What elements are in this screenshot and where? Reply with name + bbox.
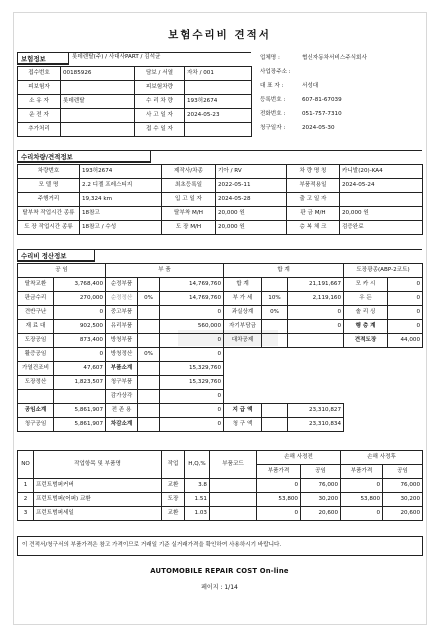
settle-cell: 가열건조비 <box>18 362 54 376</box>
item-work: 도장 <box>162 493 185 507</box>
settle-cell: 재 료 대 <box>18 320 54 334</box>
settle-cell: 0 <box>160 390 224 404</box>
settle-section-header: 수리비 정산정보 <box>17 249 95 262</box>
item-code <box>210 507 257 521</box>
shop-info <box>260 52 428 136</box>
insurance-value <box>61 109 135 123</box>
vehicle-key: 층 복 체 크 <box>287 221 340 235</box>
settle-cell: 지 급 액 <box>224 404 262 418</box>
settle-cell <box>262 404 288 418</box>
item-work: 교환 <box>162 479 185 493</box>
insurance-key: 운 전 자 <box>18 109 61 123</box>
vehicle-value: 193허2674 <box>80 165 162 179</box>
settle-cell <box>138 320 160 334</box>
settle-cell <box>288 334 344 348</box>
shop-row <box>260 80 428 94</box>
vehicle-value: 18참고 / 수성 <box>80 221 162 235</box>
settle-table <box>17 263 423 432</box>
insurance-value <box>61 123 135 137</box>
vehicle-value: 2024-05-24 <box>340 179 423 193</box>
settle-cell: 0% <box>262 306 288 320</box>
settle-cell <box>54 390 106 404</box>
settle-blank <box>224 348 423 362</box>
vehicle-table <box>17 164 423 235</box>
settle-cell: 부 가 세 <box>224 292 262 306</box>
settle-cell <box>138 362 160 376</box>
settle-cell <box>138 404 160 418</box>
item-after-labor: 76,000 <box>383 479 423 493</box>
vehicle-value: 검증완료 <box>340 221 423 235</box>
settle-cell <box>138 278 160 292</box>
vehicle-row <box>18 207 423 221</box>
settle-blank <box>224 390 423 404</box>
insurance-value <box>185 81 252 95</box>
settle-row <box>18 278 423 292</box>
item-after-labor: 30,200 <box>383 493 423 507</box>
settle-cell: 902,500 <box>54 320 106 334</box>
items-head-price: 부품가격 <box>341 465 383 479</box>
settle-row <box>18 348 423 362</box>
settle-cell <box>138 390 160 404</box>
settle-cell: 560,000 <box>160 320 224 334</box>
settle-row <box>18 376 423 390</box>
insurance-row <box>18 123 252 137</box>
settle-cell <box>262 418 288 432</box>
item-name: 프런트범퍼(어퍼) 교환 <box>34 493 162 507</box>
settle-cell <box>262 278 288 292</box>
settle-cell: 0 <box>160 348 224 362</box>
insurance-key: 피보험자 <box>18 81 61 95</box>
shop-row <box>260 94 428 108</box>
settle-cell: 견반구난 <box>18 306 54 320</box>
vehicle-value: 20,000 원 <box>216 207 287 221</box>
item-hq: 1.03 <box>185 507 210 521</box>
vehicle-row <box>18 179 423 193</box>
settle-row <box>18 306 423 320</box>
settle-cell: 유리부품 <box>106 320 138 334</box>
settle-cell <box>262 320 288 334</box>
settle-row <box>18 418 423 432</box>
settle-cell: 44,000 <box>388 334 423 348</box>
vehicle-value: 2024-05-28 <box>216 193 287 207</box>
vehicle-key: 차 량 명 칭 <box>287 165 340 179</box>
insurance-table <box>17 66 252 137</box>
insurance-key: 접 수 일 자 <box>135 123 185 137</box>
shop-key: 청구일자 : <box>260 125 286 132</box>
item-after-price: 53,800 <box>341 493 383 507</box>
settle-row <box>18 320 423 334</box>
settle-cell: 차감소계 <box>106 418 138 432</box>
item-row <box>18 493 423 507</box>
settle-blank <box>344 418 423 432</box>
settle-cell: 5,861,907 <box>54 418 106 432</box>
shop-key: 전화번호 : <box>260 111 286 118</box>
item-before-price: 0 <box>257 479 301 493</box>
settle-cell: 873,400 <box>54 334 106 348</box>
settle-cell: 2,119,160 <box>288 292 344 306</box>
items-head-name: 작업항목 및 부품명 <box>34 451 162 479</box>
items-head-before: 손해 사정전 <box>257 451 341 465</box>
settle-cell: 0 <box>388 320 423 334</box>
item-work: 교환 <box>162 507 185 521</box>
vehicle-row <box>18 193 423 207</box>
settle-cell: 0 <box>288 320 344 334</box>
settle-cell: 14,769,760 <box>160 278 224 292</box>
settle-cell: 순정정산 <box>106 292 138 306</box>
settle-cell <box>138 418 160 432</box>
items-head-no: NO <box>18 451 34 479</box>
settle-cell: 활증공임 <box>18 348 54 362</box>
labor-heading: 공 임 <box>18 264 106 278</box>
insurance-value: 193허2674 <box>185 95 252 109</box>
vehicle-key: 차량번호 <box>18 165 80 179</box>
vehicle-value: 19,324 km <box>80 193 162 207</box>
settle-cell: 0 <box>54 306 106 320</box>
settle-cell: 도장정산 <box>18 376 54 390</box>
settle-cell: 0 <box>54 348 106 362</box>
shop-value: 607-81-67039 <box>302 97 342 104</box>
item-hq: 1.51 <box>185 493 210 507</box>
vehicle-row <box>18 221 423 235</box>
settle-blank <box>224 362 423 376</box>
settle-blank <box>344 404 423 418</box>
settle-cell: 도장공임 <box>18 334 54 348</box>
item-before-price: 53,800 <box>257 493 301 507</box>
vehicle-key: 판 금 M/H <box>287 207 340 221</box>
settle-cell: 0 <box>288 306 344 320</box>
settle-cell: 0 <box>160 404 224 418</box>
settle-cell: 공임소계 <box>18 404 54 418</box>
vehicle-key: 제작사/차종 <box>162 165 216 179</box>
vehicle-value: 18참고 <box>80 207 162 221</box>
shop-row <box>260 52 428 66</box>
settle-cell: 순정부품 <box>106 278 138 292</box>
vehicle-key: 모 델 명 <box>18 179 80 193</box>
items-table <box>17 450 423 521</box>
settle-cell: 0% <box>138 292 160 306</box>
shop-key: 업체명 : <box>260 55 280 62</box>
settle-cell: 방청정산 <box>106 348 138 362</box>
settle-cell: 합 계 <box>224 278 262 292</box>
settle-cell: 0 <box>160 418 224 432</box>
settle-cell <box>138 334 160 348</box>
insurance-row <box>18 95 252 109</box>
items-head-code: 부품코드 <box>210 451 257 479</box>
document-title: 보험수리비 견적서 <box>168 29 271 41</box>
settle-cell <box>18 390 54 404</box>
insurance-section-header: 보험정보 <box>17 52 69 65</box>
settle-cell: 0 <box>388 292 423 306</box>
settle-cell: 5,861,907 <box>54 404 106 418</box>
item-row <box>18 479 423 493</box>
insurance-header-line <box>69 52 251 53</box>
vehicle-value: 2.2 디젤 프레스티지 <box>80 179 162 193</box>
settle-cell: 중고부품 <box>106 306 138 320</box>
paint-heading: 도장광종(ABP-2코트) <box>344 264 423 278</box>
shop-value: 협신자동차서비스주식회사 <box>302 55 367 62</box>
item-code <box>210 479 257 493</box>
shop-value: 서성대 <box>302 83 319 90</box>
settle-cell: 모 카 시 <box>344 278 388 292</box>
settle-cell: 행 층 계 <box>344 320 388 334</box>
settle-header-line <box>95 249 422 250</box>
settle-cell: 270,000 <box>54 292 106 306</box>
vehicle-key: 탈부착 작업시간 종류 <box>18 207 80 221</box>
settle-cell: 21,191,667 <box>288 278 344 292</box>
settle-cell: 15,329,760 <box>160 376 224 390</box>
settle-cell: 23,310,834 <box>288 418 344 432</box>
footer-brand: AUTOMOBILE REPAIR COST On-line <box>150 567 289 575</box>
settle-cell: 0% <box>138 348 160 362</box>
shop-row <box>260 122 428 136</box>
settle-cell: 대차공제 <box>224 334 262 348</box>
item-after-labor: 20,600 <box>383 507 423 521</box>
settle-cell: 청구공임 <box>18 418 54 432</box>
insurance-key: 피보험차량 <box>135 81 185 95</box>
items-head-work: 작업 <box>162 451 185 479</box>
vehicle-value: 2022-05-11 <box>216 179 287 193</box>
vehicle-key: 도 장 M/H <box>162 221 216 235</box>
shop-key: 대 표 자 : <box>260 83 284 90</box>
settle-cell: 탈착교환 <box>18 278 54 292</box>
shop-key: 사업장주소 : <box>260 69 291 76</box>
item-before-labor: 76,000 <box>301 479 341 493</box>
insurance-key: 담보 / 서열 <box>135 67 185 81</box>
item-code <box>210 493 257 507</box>
settle-row <box>18 362 423 376</box>
vehicle-key: 최초등록일 <box>162 179 216 193</box>
vehicle-key: 출 고 일 자 <box>287 193 340 207</box>
settle-head-row <box>18 264 423 278</box>
insurance-key: 소 유 자 <box>18 95 61 109</box>
sum-heading: 합 계 <box>224 264 344 278</box>
insurance-key: 사 고 일 자 <box>135 109 185 123</box>
settle-cell <box>138 306 160 320</box>
shop-row <box>260 66 428 80</box>
item-name: 프런트범퍼세일 <box>34 507 162 521</box>
shop-value: 2024-05-30 <box>302 125 335 132</box>
shop-row <box>260 108 428 122</box>
settle-row <box>18 404 423 418</box>
vehicle-key: 부품적용일 <box>287 179 340 193</box>
settle-blank <box>224 376 423 390</box>
vehicle-value: 기아 / RV <box>216 165 287 179</box>
item-before-labor: 30,200 <box>301 493 341 507</box>
settle-cell: 방청부품 <box>106 334 138 348</box>
settle-cell: 0 <box>160 306 224 320</box>
insurance-row <box>18 109 252 123</box>
settle-cell: 23,310,827 <box>288 404 344 418</box>
item-before-labor: 20,600 <box>301 507 341 521</box>
insurance-row <box>18 81 252 95</box>
settle-cell: 3,768,400 <box>54 278 106 292</box>
vehicle-key: 입 고 일 자 <box>162 193 216 207</box>
items-head-after: 손해 사정후 <box>341 451 423 465</box>
shop-value: 051-757-7310 <box>302 111 342 118</box>
vehicle-value: 20,000 원 <box>216 221 287 235</box>
settle-cell: 10% <box>262 292 288 306</box>
vehicle-value: 20,000 원 <box>340 207 423 221</box>
settle-cell: 0 <box>388 278 423 292</box>
items-head-labor: 공임 <box>301 465 341 479</box>
settle-cell: 14,769,760 <box>160 292 224 306</box>
settle-cell: 자기부담금 <box>224 320 262 334</box>
vehicle-header-line <box>151 150 422 151</box>
item-no: 2 <box>18 493 34 507</box>
settle-cell: 솔 리 싱 <box>344 306 388 320</box>
insurance-key: 추가처리 <box>18 123 61 137</box>
settle-cell: 0 <box>388 306 423 320</box>
items-head-row <box>18 451 423 465</box>
insurance-value: 00185926 <box>61 67 135 81</box>
vehicle-key: 탈부착 M/H <box>162 207 216 221</box>
item-before-price: 0 <box>257 507 301 521</box>
insurance-value: 롯데렌탈 <box>61 95 135 109</box>
insurance-company: 롯데렌탈(주) / 사대사PART / 김석균 <box>72 54 161 60</box>
parts-heading: 부 품 <box>106 264 224 278</box>
vehicle-value <box>340 193 423 207</box>
vehicle-section-header: 수리차량/견적정보 <box>17 150 151 163</box>
settle-cell <box>138 376 160 390</box>
item-no: 3 <box>18 507 34 521</box>
insurance-value <box>61 81 135 95</box>
item-no: 1 <box>18 479 34 493</box>
settle-cell: 0 <box>160 334 224 348</box>
insurance-value <box>185 123 252 137</box>
items-head-price: 부품가격 <box>257 465 301 479</box>
insurance-row <box>18 67 252 81</box>
vehicle-key: 주행거리 <box>18 193 80 207</box>
settle-cell: 감가상각 <box>106 390 138 404</box>
settle-cell: 과실상계 <box>224 306 262 320</box>
vehicle-key: 도 장 작업시간 종류 <box>18 221 80 235</box>
item-after-price: 0 <box>341 479 383 493</box>
item-row <box>18 507 423 521</box>
item-after-price: 0 <box>341 507 383 521</box>
items-head-hq: H,Q,% <box>185 451 210 479</box>
insurance-value: 2024-05-23 <box>185 109 252 123</box>
insurance-key: 접수번호 <box>18 67 61 81</box>
settle-cell: 판금수리 <box>18 292 54 306</box>
settle-cell: 견적도장 <box>344 334 388 348</box>
settle-row <box>18 390 423 404</box>
page-indicator: 페이지 : 1/14 <box>201 584 238 591</box>
settle-cell: 47,607 <box>54 362 106 376</box>
item-hq: 3.8 <box>185 479 210 493</box>
settle-cell: 우 든 <box>344 292 388 306</box>
settle-row <box>18 334 423 348</box>
settle-cell: 부품소계 <box>106 362 138 376</box>
vehicle-value: 카니발(20)-KA4 <box>340 165 423 179</box>
settle-cell: 15,329,760 <box>160 362 224 376</box>
insurance-value: 자차 / 001 <box>185 67 252 81</box>
price-notice: 이 견적서/청구서의 부품가격은 참고 가격이므로 거래일 기준 실거래가격을 확인하여 사용하시기 바랍니다. <box>17 536 423 556</box>
shop-key: 등록번호 : <box>260 97 286 104</box>
settle-cell <box>262 334 288 348</box>
settle-cell: 1,823,507 <box>54 376 106 390</box>
settle-cell: 청구부품 <box>106 376 138 390</box>
settle-row <box>18 292 423 306</box>
insurance-key: 수 리 차 량 <box>135 95 185 109</box>
item-name: 프런트범퍼커버 <box>34 479 162 493</box>
settle-cell: 청 구 액 <box>224 418 262 432</box>
vehicle-row <box>18 165 423 179</box>
items-head-labor: 공임 <box>383 465 423 479</box>
settle-cell: 전 존 용 <box>106 404 138 418</box>
